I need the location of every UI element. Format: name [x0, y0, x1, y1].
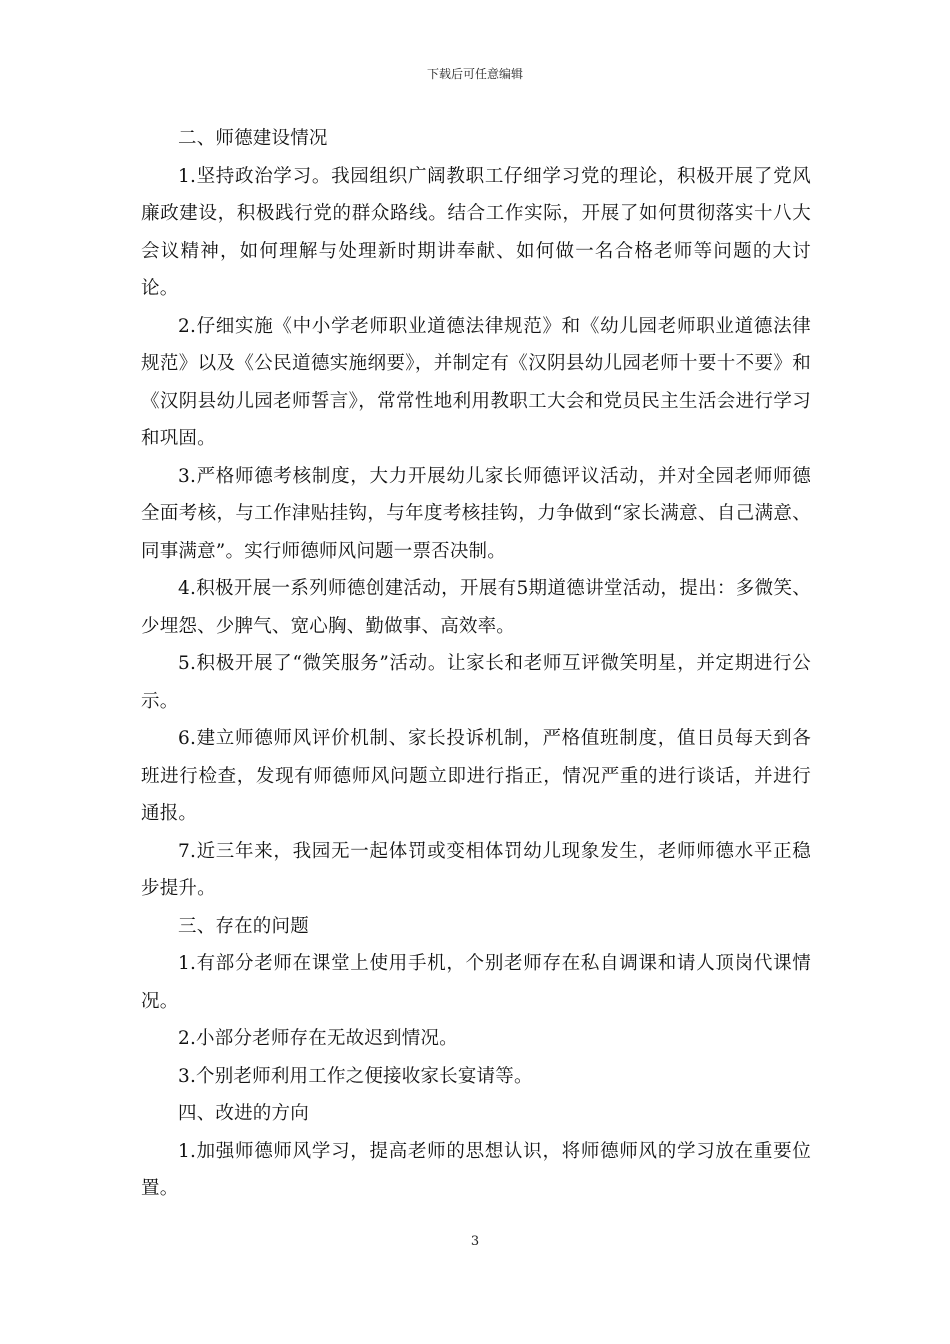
- paragraph-item-5: 5.积极开展了“微笑服务”活动。让家长和老师互评微笑明星，并定期进行公示。: [141, 653, 811, 712]
- section-heading-teacher-ethics: 二、师德建设情况: [178, 128, 328, 149]
- paragraph-item-7: 7.近三年来，我园无一起体罚或变相体罚幼儿现象发生，老师师德水平正稳步提升。: [141, 840, 811, 899]
- page-number: 3: [470, 1234, 480, 1249]
- section-heading-improvement: 四、改进的方向: [178, 1103, 309, 1124]
- paragraph-item-1: 1.坚持政治学习。我园组织广阔教职工仔细学习党的理论，积极开展了党风廉政建设，积极践行党的群众路线。结合工作实际，开展了如何贯彻落实十八大会议精神，如何理解与处理新时期讲奉献、如何做一名合格老师等问题的大讨论。: [141, 165, 811, 299]
- page-header: 下载后可任意编辑: [426, 67, 523, 81]
- paragraph-item-6: 6.建立师德师风评价机制、家长投诉机制，严格值班制度，值日员每天到各班进行检查，发现有师德师风问题立即进行指正，情况严重的进行谈话，并进行通报。: [141, 728, 811, 824]
- problem-item-2: 2.小部分老师存在无故迟到情况。: [178, 1028, 458, 1049]
- paragraph-item-4: 4.积极开展一系列师德创建活动，开展有5期道德讲堂活动，提出：多微笑、少埋怨、少脾气、宽心胸、勤做事、高效率。: [141, 578, 811, 637]
- paragraph-item-3: 3.严格师德考核制度，大力开展幼儿家长师德评议活动，并对全园老师师德全面考核，与工作津贴挂钩，与年度考核挂钩，力争做到“家长满意、自己满意、同事满意”。实行师德师风问题一票否决制。: [141, 465, 811, 562]
- improvement-item-1: 1.加强师德师风学习，提高老师的思想认识，将师德师风的学习放在重要位置。: [141, 1140, 811, 1199]
- section-heading-problems: 三、存在的问题: [178, 915, 309, 937]
- problem-item-1: 1.有部分老师在课堂上使用手机，个别老师存在私自调课和请人顶岗代课情况。: [141, 953, 811, 1012]
- paragraph-item-2: 2.仔细实施《中小学老师职业道德法律规范》和《幼儿园老师职业道德法律规范》以及《公民道德实施纲要》，并制定有《汉阴县幼儿园老师十要十不要》和《汉阴县幼儿园老师誓言》，常常性地利用教职工大会和党员民主生活会进行学习和巩固。: [141, 315, 811, 449]
- problem-item-3: 3.个别老师利用工作之便接收家长宴请等。: [178, 1065, 533, 1087]
- document-body: [141, 120, 811, 1208]
